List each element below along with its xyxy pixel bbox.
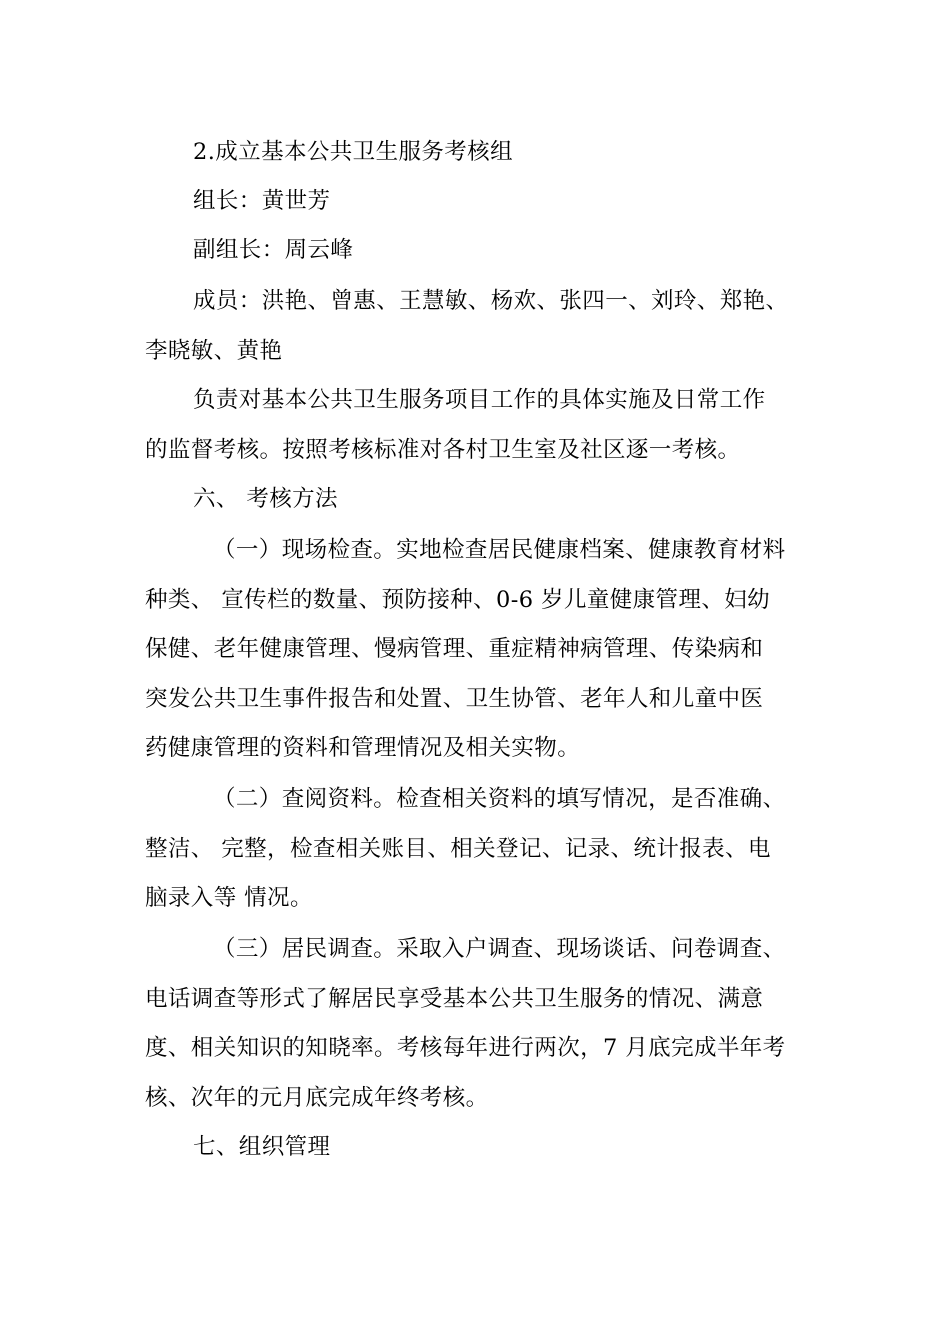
section-heading-assessment-group: 2.成立基本公共卫生服务考核组 (193, 139, 513, 165)
section-heading-methods: 六、 考核方法 (193, 486, 338, 512)
method-document-review-line3: 脑录入等 情况。 (145, 885, 313, 911)
deputy-leader-line: 副组长：周云峰 (193, 237, 354, 263)
members-line-continued: 李晓敏、黄艳 (145, 338, 283, 364)
method-resident-survey-line2: 电话调查等形式了解居民享受基本公共卫生服务的情况、满意 (145, 986, 764, 1012)
method-onsite-inspection-line4: 突发公共卫生事件报告和处置、卫生协管、老年人和儿童中医 (145, 686, 764, 712)
section-heading-organization: 七、组织管理 (193, 1134, 331, 1160)
method-document-review: （二）查阅资料。检查相关资料的填写情况，是否准确、 (213, 786, 786, 812)
method-onsite-inspection: （一）现场检查。实地检查居民健康档案、健康教育材料 (213, 537, 786, 563)
method-resident-survey-line3: 度、相关知识的知晓率。考核每年进行两次，7 月底完成半年考 (145, 1035, 786, 1061)
method-resident-survey-line4: 核、次年的元月底完成年终考核。 (145, 1085, 489, 1111)
members-line: 成员：洪艳、曾惠、王慧敏、杨欢、张四一、刘玲、郑艳、 (193, 288, 789, 314)
method-document-review-line2: 整洁、 完整，检查相关账目、相关登记、记录、统计报表、电 (145, 836, 771, 862)
method-onsite-inspection-line5: 药健康管理的资料和管理情况及相关实物。 (145, 735, 581, 761)
method-resident-survey: （三）居民调查。采取入户调查、现场谈话、问卷调查、 (213, 936, 786, 962)
responsibility-paragraph: 负责对基本公共卫生服务项目工作的具体实施及日常工作 (193, 387, 766, 413)
method-onsite-inspection-line3: 保健、老年健康管理、慢病管理、重症精神病管理、传染病和 (145, 636, 764, 662)
method-onsite-inspection-line2: 种类、 宣传栏的数量、预防接种、0-6 岁儿童健康管理、妇幼 (145, 587, 771, 613)
group-leader-line: 组长：黄世芳 (193, 188, 331, 214)
responsibility-paragraph-continued: 的监督考核。按照考核标准对各村卫生室及社区逐一考核。 (145, 437, 741, 463)
